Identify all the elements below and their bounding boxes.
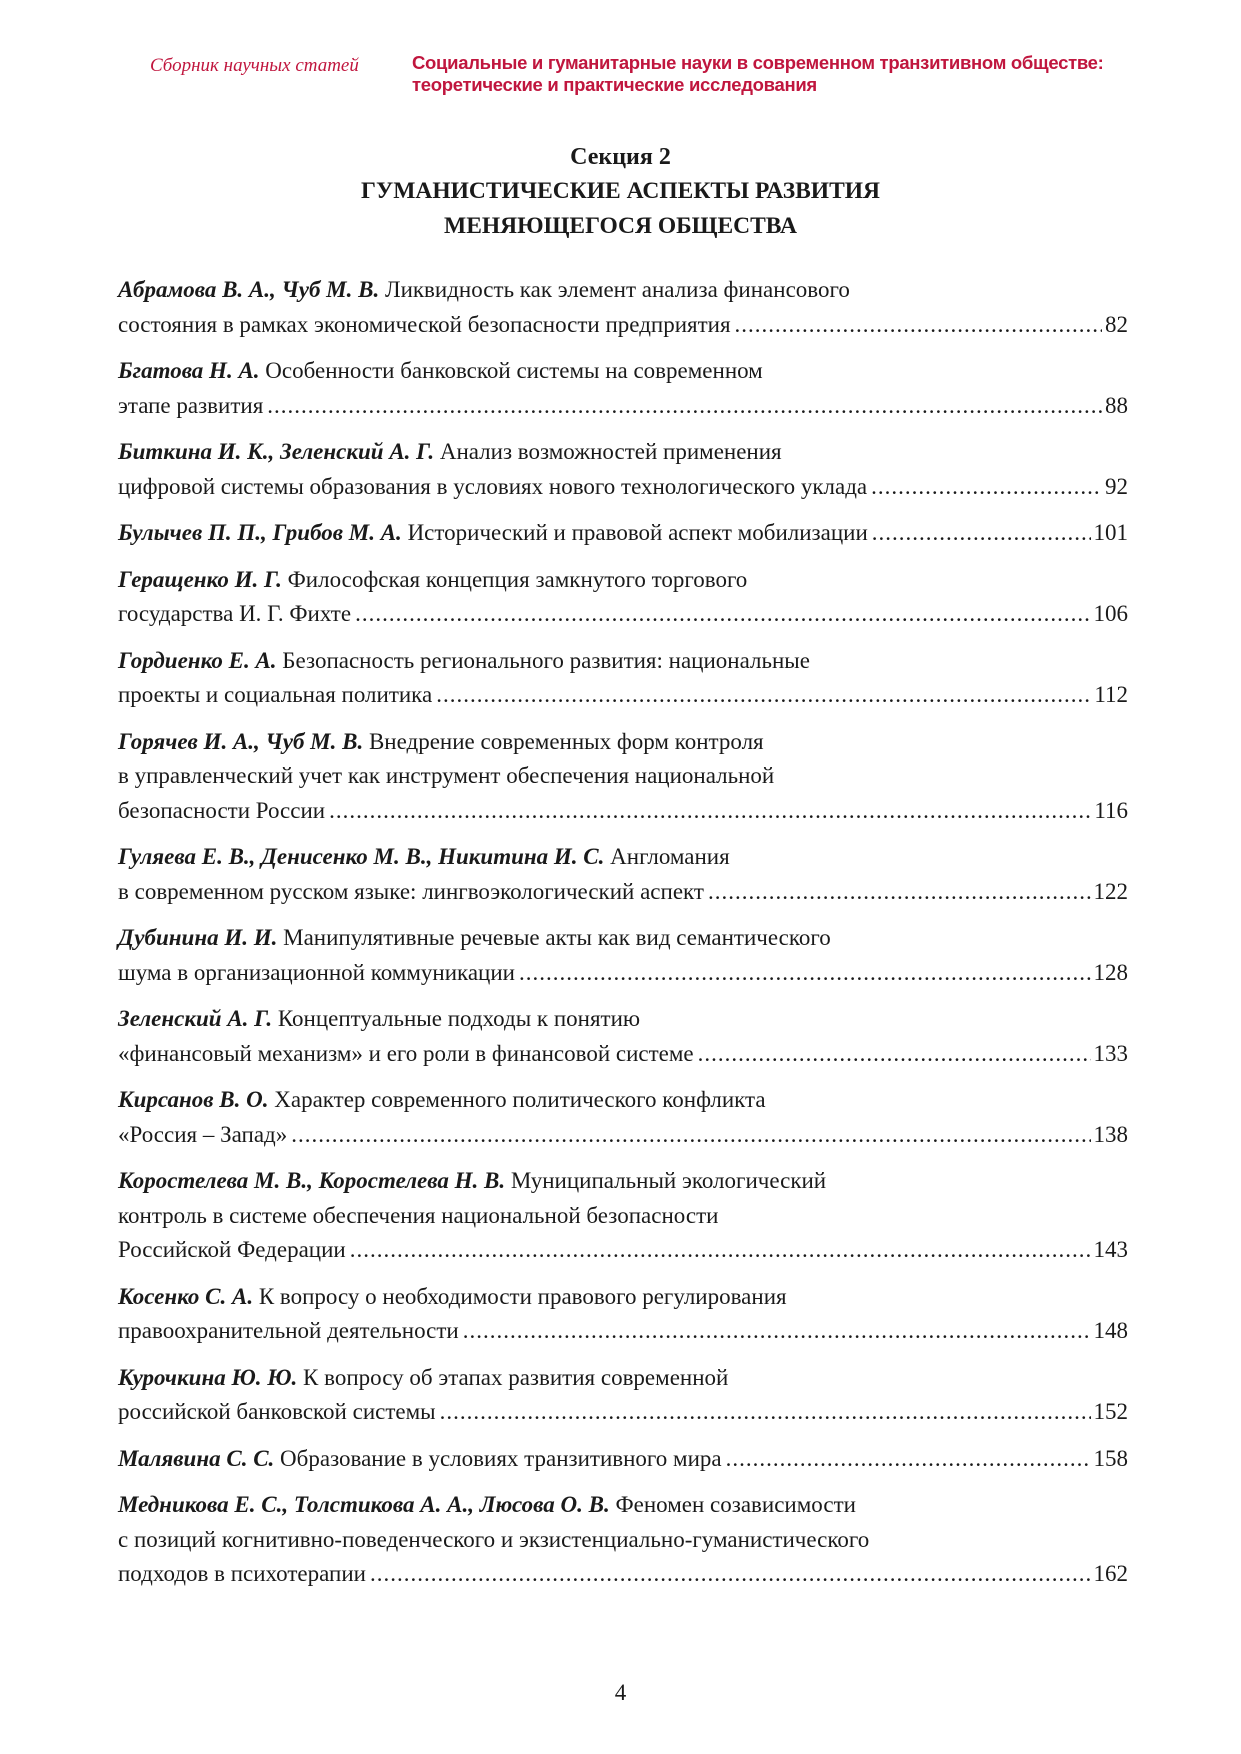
toc-entry-title: Образование в условиях транзитивного мира: [280, 1445, 722, 1471]
toc-entry-title: Российской Федерации: [118, 1237, 346, 1262]
table-of-contents: [118, 273, 1128, 1604]
toc-entry-line: [118, 354, 1128, 389]
toc-entry-line: [118, 644, 1128, 679]
toc-entry-authors: Бгатова Н. А.: [118, 358, 260, 383]
toc-entry-authors: Кирсанов В. О.: [118, 1087, 269, 1112]
dot-leader: [436, 678, 1091, 713]
dot-leader: [519, 956, 1091, 991]
collection-label: Сборник научных статей: [150, 55, 359, 76]
toc-entry-title: подходов в психотерапии: [118, 1561, 366, 1586]
toc-entry: [118, 1002, 1128, 1071]
dot-leader: [329, 794, 1091, 829]
toc-entry-line: [118, 516, 1128, 551]
dot-leader: [350, 1233, 1091, 1268]
toc-entry-title: Англомания: [610, 844, 730, 869]
toc-entry-title: в управленческий учет как инструмент обеспечения национальной: [118, 763, 775, 788]
toc-entry-page: 143: [1093, 1237, 1128, 1262]
toc-entry: [118, 516, 1128, 551]
toc-entry: [118, 435, 1128, 504]
toc-entry-authors: Медникова Е. С., Толстикова А. А., Люсова О. В.: [118, 1492, 610, 1517]
toc-entry: [118, 840, 1128, 909]
section-heading: [0, 140, 1241, 244]
toc-entry-title: в современном русском языке: лингвоэкологический аспект: [118, 878, 704, 904]
toc-entry-title: «финансовый механизм» и его роли в финансовой системе: [118, 1040, 694, 1066]
toc-entry-line: [118, 597, 1128, 632]
toc-entry-line: [118, 1118, 1128, 1153]
toc-entry-line: [118, 1002, 1128, 1037]
toc-entry-page: 92: [1105, 473, 1128, 499]
toc-entry-line: [118, 840, 1128, 875]
toc-entry-line: [118, 308, 1128, 343]
toc-entry-page: 162: [1093, 1561, 1128, 1586]
dot-leader: [267, 389, 1102, 424]
toc-entry-authors: Горячев И. А., Чуб М. В.: [118, 728, 364, 754]
toc-entry-authors: Булычев П. П., Грибов М. А.: [118, 520, 402, 545]
toc-entry-authors: Зеленский А. Г.: [118, 1006, 273, 1031]
toc-entry-title: шума в организационной коммуникации: [118, 959, 515, 985]
toc-entry-page: 133: [1093, 1040, 1128, 1066]
section-title-line-2: МЕНЯЮЩЕГОСЯ ОБЩЕСТВА: [444, 213, 797, 239]
toc-entry-page: 116: [1094, 797, 1128, 823]
toc-entry-title: безопасности России: [118, 797, 326, 823]
toc-entry-title: Внедрение современных форм контроля: [368, 728, 764, 754]
toc-entry-line: [118, 794, 1128, 829]
toc-entry-line: [118, 1233, 1128, 1268]
toc-entry-line: [118, 1442, 1128, 1477]
dot-leader: [708, 875, 1091, 910]
toc-entry-authors: Абрамова В. А., Чуб М. В.: [118, 277, 380, 302]
toc-entry-page: 88: [1105, 392, 1128, 418]
dot-leader: [735, 308, 1102, 343]
toc-entry-authors: Гордиенко Е. А.: [118, 647, 277, 673]
toc-entry-page: 152: [1093, 1399, 1128, 1424]
toc-entry-title: цифровой системы образования в условиях нового технологического уклада: [118, 473, 868, 499]
toc-entry: [118, 725, 1128, 829]
toc-entry-authors: Биткина И. К., Зеленский А. Г.: [118, 439, 435, 464]
toc-entry-line: [118, 389, 1128, 424]
toc-entry-line: [118, 1083, 1128, 1118]
dot-leader: [440, 1395, 1091, 1430]
toc-entry-line: [118, 1523, 1128, 1558]
toc-entry-title: К вопросу о необходимости правового регулирования: [258, 1283, 787, 1309]
toc-entry-page: 112: [1094, 682, 1128, 707]
toc-entry-title: контроль в системе обеспечения национальной безопасности: [118, 1202, 719, 1228]
toc-entry-line: [118, 1395, 1128, 1430]
toc-entry-title: этапе развития: [118, 392, 264, 418]
toc-entry-line: [118, 470, 1128, 505]
toc-entry-title: правоохранительной деятельности: [118, 1318, 459, 1343]
toc-entry-authors: Курочкина Ю. Ю.: [118, 1364, 298, 1390]
toc-entry-title: Муниципальный экологический: [510, 1168, 827, 1193]
toc-entry-page: 138: [1093, 1121, 1128, 1147]
toc-entry-line: [118, 1280, 1128, 1315]
dot-leader: [726, 1442, 1091, 1477]
toc-entry-title: с позиций когнитивно-поведенческого и экзистенциально-гуманистического: [118, 1526, 870, 1552]
toc-entry-page: 106: [1093, 601, 1128, 626]
toc-entry: [118, 1442, 1128, 1477]
toc-entry-line: [118, 1557, 1128, 1592]
dot-leader: [291, 1118, 1090, 1153]
dot-leader: [871, 470, 1102, 505]
toc-entry-title: проекты и социальная политика: [118, 682, 433, 707]
section-number: Секция 2: [570, 144, 671, 170]
toc-entry-line: [118, 1488, 1128, 1523]
toc-entry-authors: Геращенко И. Г.: [118, 566, 282, 592]
toc-entry-line: [118, 273, 1128, 308]
toc-entry-title: «Россия – Запад»: [118, 1121, 288, 1147]
toc-entry-authors: Косенко С. А.: [118, 1283, 254, 1309]
toc-entry-authors: Коростелева М. В., Коростелева Н. В.: [118, 1168, 506, 1193]
toc-entry-page: 101: [1093, 520, 1128, 545]
toc-entry: [118, 1083, 1128, 1152]
dot-leader: [872, 516, 1091, 551]
toc-entry: [118, 563, 1128, 632]
toc-entry-page: 82: [1105, 311, 1128, 337]
toc-entry: [118, 1361, 1128, 1430]
toc-entry-line: [118, 1164, 1128, 1199]
toc-entry: [118, 1280, 1128, 1349]
toc-entry-line: [118, 921, 1128, 956]
toc-entry-authors: Малявина С. С.: [118, 1445, 275, 1471]
dot-leader: [355, 597, 1090, 632]
toc-entry-line: [118, 759, 1128, 794]
dot-leader: [370, 1557, 1091, 1592]
toc-entry-title: Философская концепция замкнутого торгового: [287, 566, 748, 592]
toc-entry-authors: Гуляева Е. В., Денисенко М. В., Никитина И. С.: [118, 844, 605, 869]
dot-leader: [698, 1037, 1091, 1072]
toc-entry-title: российской банковской системы: [118, 1399, 436, 1424]
toc-entry-line: [118, 875, 1128, 910]
collection-title-line-1: Социальные и гуманитарные науки в современном транзитивном обществе:: [412, 52, 1104, 73]
toc-entry-page: 122: [1093, 878, 1128, 904]
toc-entry-line: [118, 956, 1128, 991]
toc-entry-line: [118, 1361, 1128, 1396]
toc-entry-line: [118, 1199, 1128, 1234]
dot-leader: [463, 1314, 1091, 1349]
toc-entry-authors: Дубинина И. И.: [118, 925, 278, 950]
toc-entry-title: Манипулятивные речевые акты как вид семантического: [283, 925, 831, 950]
toc-entry-line: [118, 435, 1128, 470]
toc-entry-title: Концептуальные подходы к понятию: [277, 1006, 641, 1031]
toc-entry-page: 158: [1093, 1445, 1128, 1471]
toc-entry-title: К вопросу об этапах развития современной: [303, 1364, 729, 1390]
toc-entry-title: Безопасность регионального развития: национальные: [282, 647, 810, 673]
running-header: [150, 52, 1150, 102]
toc-entry: [118, 644, 1128, 713]
toc-entry-page: 128: [1093, 959, 1128, 985]
toc-entry: [118, 354, 1128, 423]
toc-entry-title: состояния в рамках экономической безопасности предприятия: [118, 311, 731, 337]
page-number: 4: [614, 1680, 627, 1705]
toc-entry-title: Исторический и правовой аспект мобилизации: [407, 520, 868, 545]
section-title-line-1: ГУМАНИСТИЧЕСКИЕ АСПЕКТЫ РАЗВИТИЯ: [361, 178, 880, 204]
toc-entry: [118, 1488, 1128, 1592]
toc-entry-line: [118, 725, 1128, 760]
toc-entry: [118, 921, 1128, 990]
toc-entry: [118, 273, 1128, 342]
toc-entry-line: [118, 678, 1128, 713]
toc-entry-line: [118, 1314, 1128, 1349]
toc-entry-line: [118, 1037, 1128, 1072]
collection-title-line-2: теоретические и практические исследования: [412, 74, 817, 95]
collection-title: [412, 52, 1104, 96]
toc-entry: [118, 1164, 1128, 1268]
toc-entry-title: Анализ возможностей применения: [439, 439, 782, 464]
toc-entry-title: Особенности банковской системы на современном: [265, 358, 763, 383]
toc-entry-page: 148: [1093, 1318, 1128, 1343]
toc-entry-title: Феномен созависимости: [615, 1492, 856, 1517]
toc-entry-title: государства И. Г. Фихте: [118, 601, 352, 626]
toc-entry-title: Ликвидность как элемент анализа финансового: [384, 277, 850, 302]
toc-entry-line: [118, 563, 1128, 598]
toc-entry-title: Характер современного политического конфликта: [274, 1087, 766, 1112]
